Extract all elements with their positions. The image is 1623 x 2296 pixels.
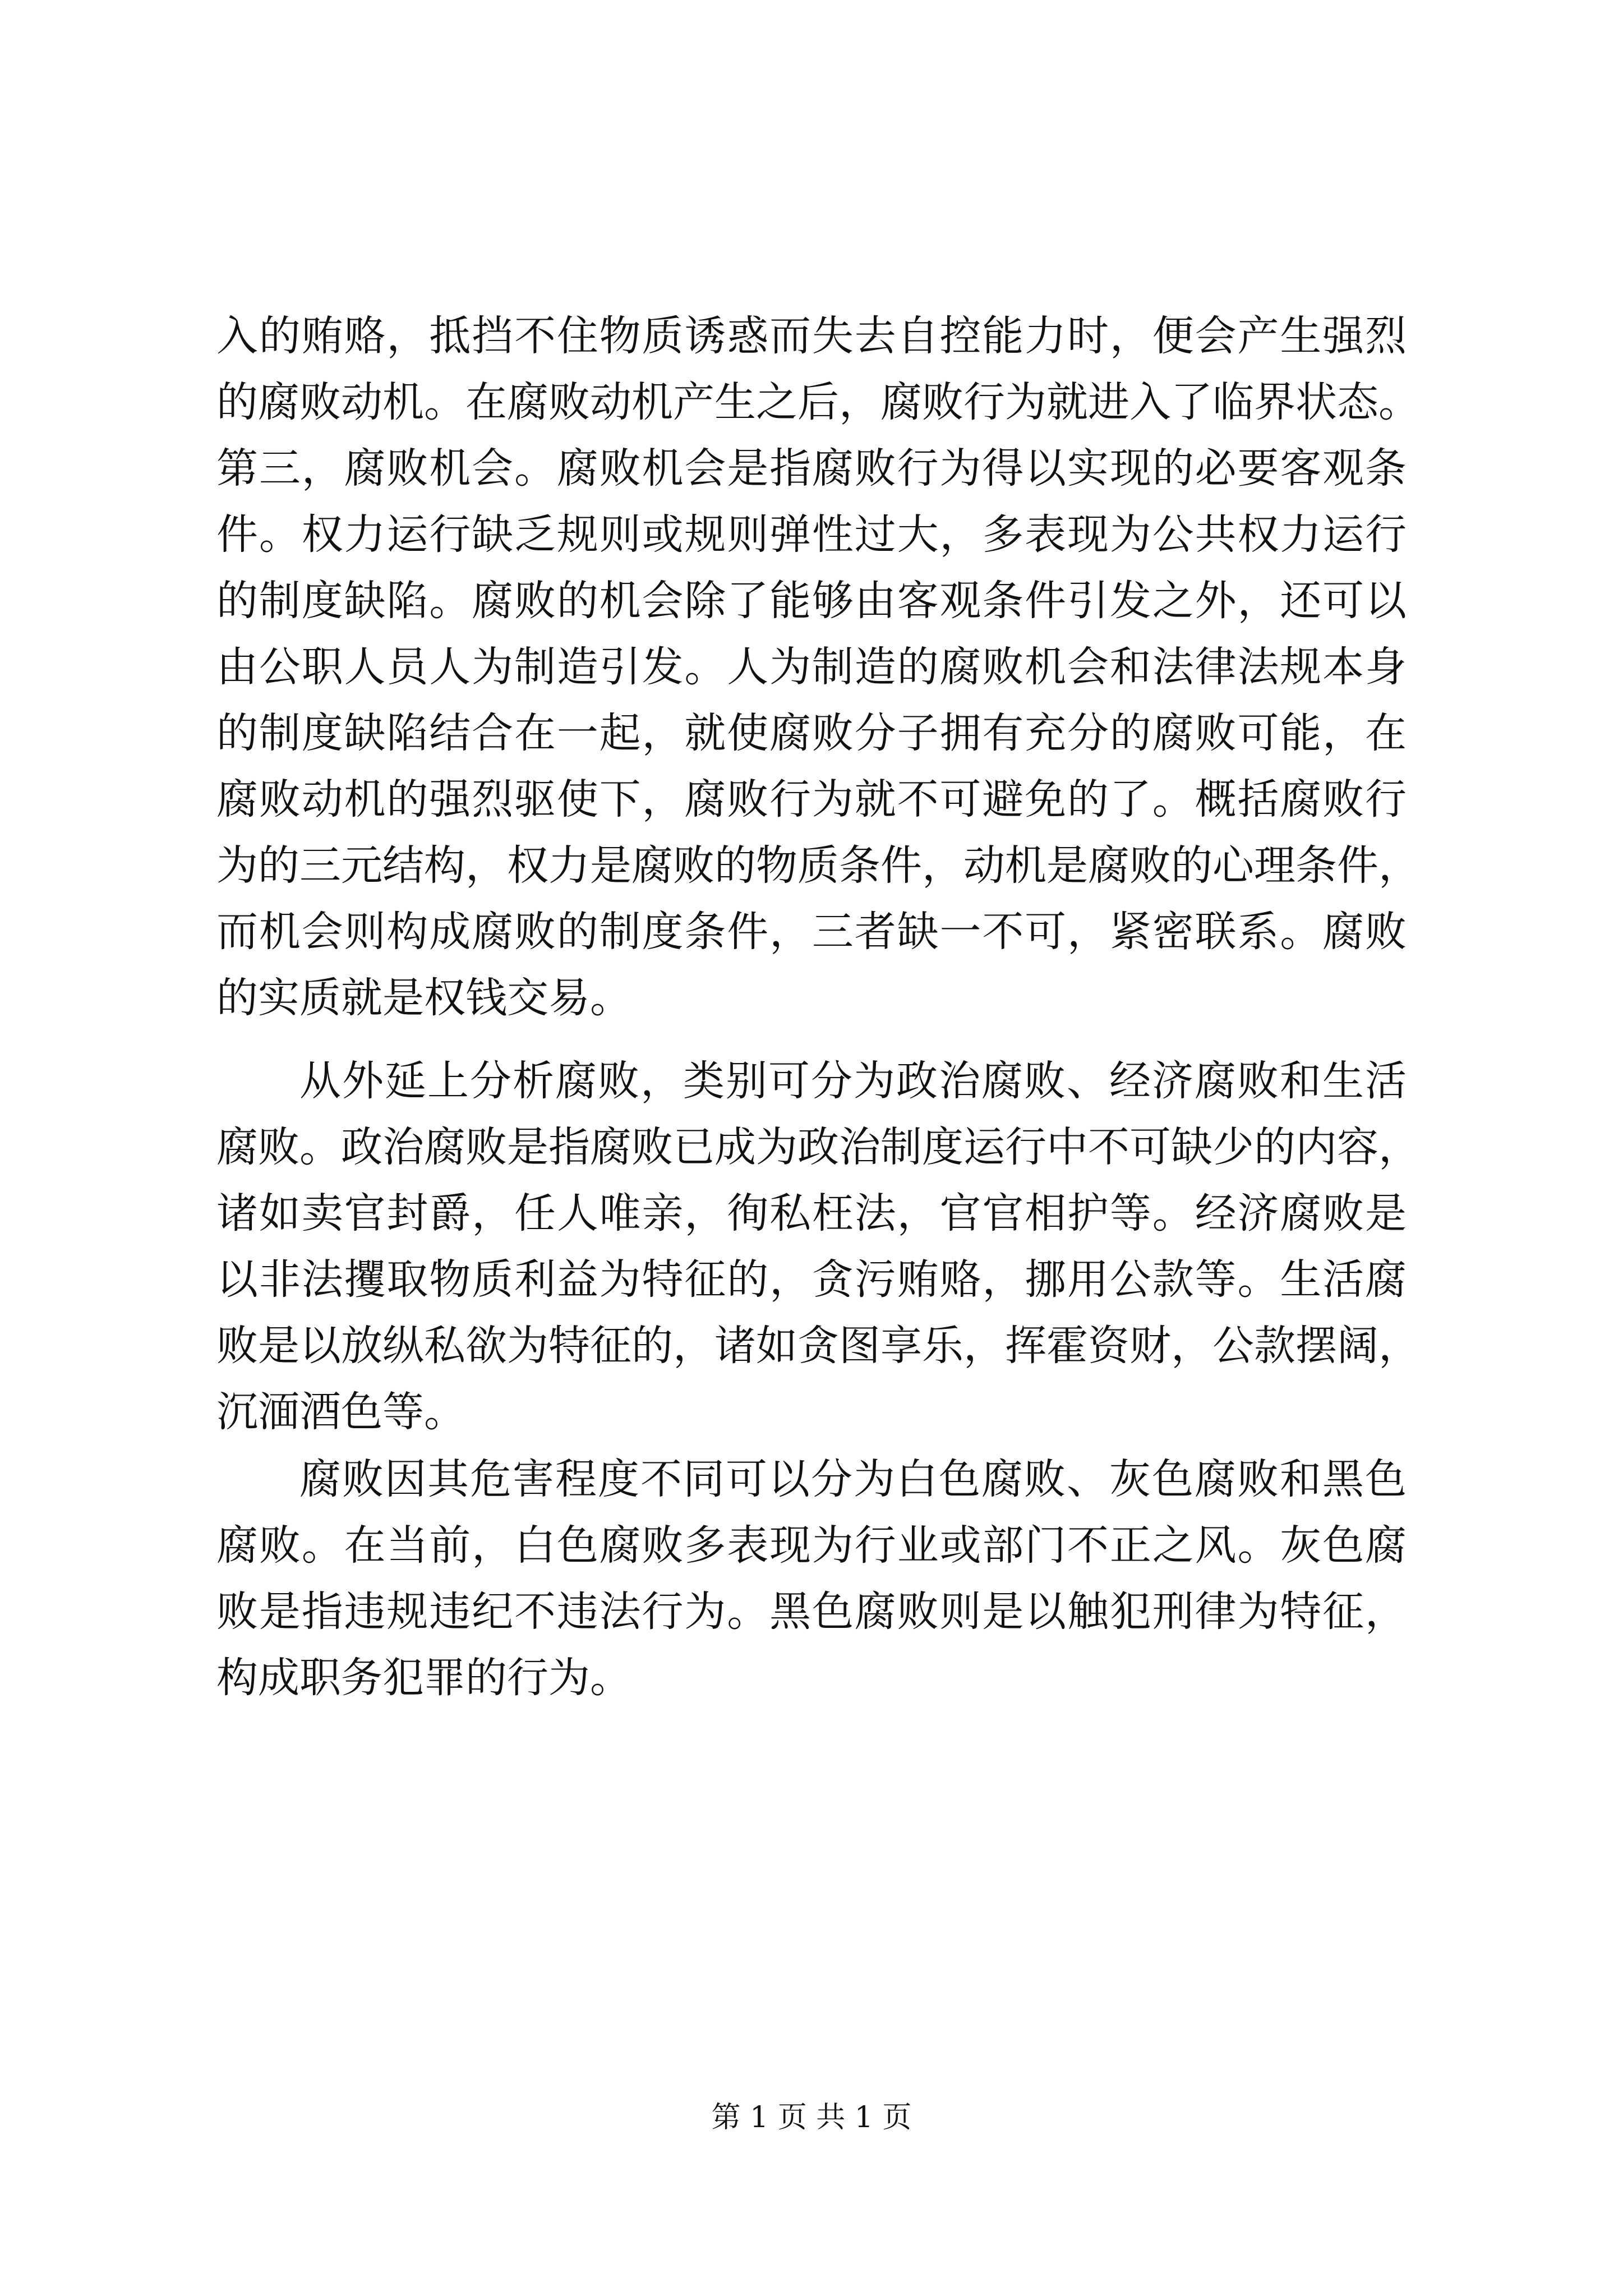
text-line: 腐败动机的强烈驱使下，腐败行为就不可避免的了。概括腐败行	[216, 775, 1407, 823]
text-line: 构成职务犯罪的行为。	[216, 1654, 631, 1702]
paragraph-3	[216, 1446, 1407, 1711]
text-line: 腐败。政治腐败是指腐败已成为政治制度运行中不可缺少的内容，	[216, 1123, 1420, 1171]
text-line: 腐败。在当前，白色腐败多表现为行业或部门不正之风。灰色腐	[216, 1521, 1407, 1570]
page-number-footer: 第 1 页 共 1 页	[711, 2101, 912, 2134]
paragraph-2	[216, 1048, 1420, 1445]
text-line: 入的贿赂，抵挡不住物质诱惑而失去自控能力时，便会产生强烈	[216, 312, 1407, 360]
text-line: 的制度缺陷结合在一起，就使腐败分子拥有充分的腐败可能，在	[216, 709, 1407, 757]
text-line: 由公职人员人为制造引发。人为制造的腐败机会和法律法规本身	[216, 643, 1407, 691]
text-line: 腐败因其危害程度不同可以分为白色腐败、灰色腐败和黑色	[299, 1455, 1407, 1503]
text-line: 的实质就是权钱交易。	[216, 974, 631, 1022]
text-line: 第三，腐败机会。腐败机会是指腐败行为得以实现的必要客观条	[216, 444, 1407, 493]
text-line: 沉湎酒色等。	[216, 1388, 465, 1436]
text-line: 的制度缺陷。腐败的机会除了能够由客观条件引发之外，还可以	[216, 577, 1407, 625]
text-line: 的腐败动机。在腐败动机产生之后，腐败行为就进入了临界状态。	[216, 378, 1420, 426]
text-line: 败是指违规违纪不违法行为。黑色腐败则是以触犯刑律为特征，	[216, 1588, 1407, 1636]
text-line: 诸如卖官封爵，任人唯亲，徇私枉法，官官相护等。经济腐败是	[216, 1189, 1407, 1237]
text-line: 从外延上分析腐败，类别可分为政治腐败、经济腐败和生活	[299, 1057, 1407, 1105]
text-line: 为的三元结构，权力是腐败的物质条件，动机是腐败的心理条件，	[216, 841, 1420, 890]
text-line: 以非法攫取物质利益为特征的，贪污贿赂，挪用公款等。生活腐	[216, 1255, 1407, 1304]
text-line: 而机会则构成腐败的制度条件，三者缺一不可，紧密联系。腐败	[216, 908, 1407, 956]
paragraph-1	[216, 303, 1420, 1031]
text-line: 件。权力运行缺乏规则或规则弹性过大，多表现为公共权力运行	[216, 510, 1407, 559]
text-line: 败是以放纵私欲为特征的，诸如贪图享乐，挥霍资财，公款摆阔，	[216, 1322, 1420, 1370]
